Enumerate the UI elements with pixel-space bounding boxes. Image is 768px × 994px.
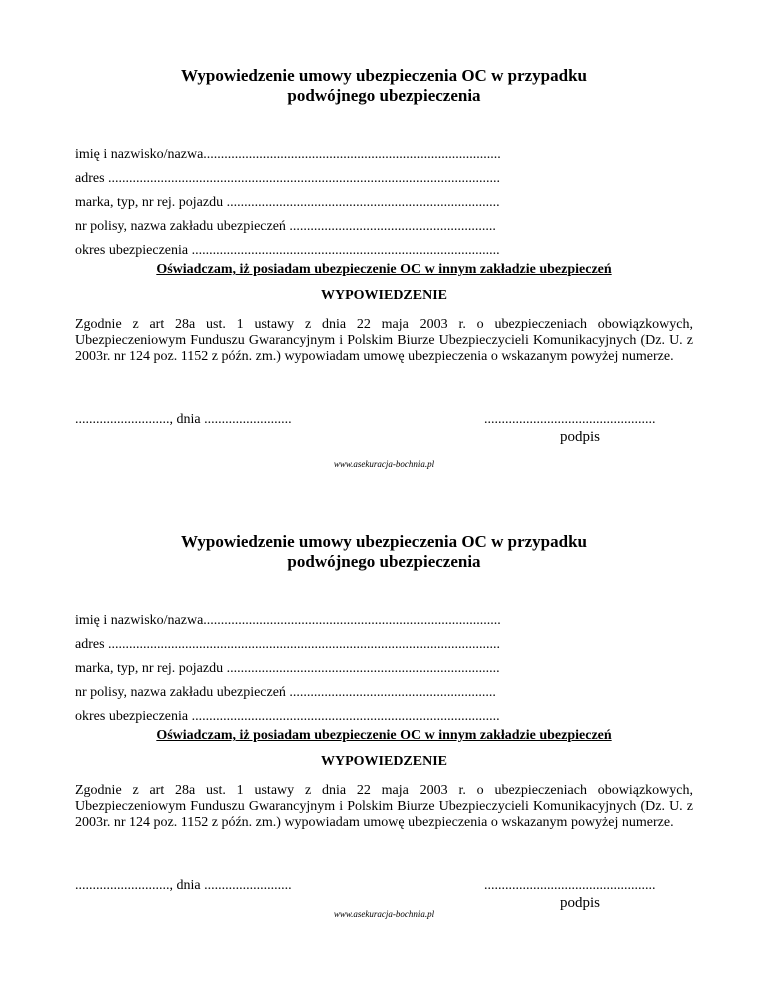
form-title-line-2: podwójnego ubezpieczenia: [287, 86, 481, 105]
period-field: okres ubezpieczenia ........................................................................................: [75, 709, 500, 724]
policy-field: nr polisy, nazwa zakładu ubezpieczeń ...........................................................: [75, 219, 496, 234]
termination-body-text: Zgodnie z art 28a ust. 1 ustawy z dnia 22 maja 2003 r. o ubezpieczeniach obowiązkowych, Ubezpieczeniowym Funduszu Gwarancyjnym i Polskim Biurze Ubezpieczycieli Komunikacyjnych (Dz. U. z 2003r. nr 124 poz. 1152 z późn. zm.) wypowiadam umowę ubezpieczenia o wskazanym powyżej numerze.: [75, 317, 693, 364]
signature-line: .................................................: [484, 412, 656, 427]
statement-text: Oświadczam, iż posiadam ubezpieczenie OC w innym zakładzie ubezpieczeń: [156, 728, 612, 743]
signature-label: podpis: [560, 895, 601, 911]
name-field: imię i nazwisko/nazwa.....................................................................................: [75, 613, 501, 628]
place-date-line: ..........................., dnia .........................: [75, 878, 292, 893]
form-title-line-1: Wypowiedzenie umowy ubezpieczenia OC w przypadku: [181, 532, 587, 551]
address-field: adres ................................................................................................................: [75, 171, 501, 186]
section-heading: WYPOWIEDZENIE: [320, 288, 448, 303]
form-title: [0, 66, 768, 106]
form-title: [0, 532, 768, 572]
form-title-line-1: Wypowiedzenie umowy ubezpieczenia OC w przypadku: [181, 66, 587, 85]
website-footer: www.asekuracja-bochnia.pl: [333, 459, 435, 469]
signature-label: podpis: [560, 429, 601, 445]
form-title-line-2: podwójnego ubezpieczenia: [287, 552, 481, 571]
period-field: okres ubezpieczenia ........................................................................................: [75, 243, 500, 258]
signature-line: .................................................: [484, 878, 656, 893]
vehicle-field: marka, typ, nr rej. pojazdu ..............................................................................: [75, 195, 500, 210]
place-date-line: ..........................., dnia .........................: [75, 412, 292, 427]
statement-text: Oświadczam, iż posiadam ubezpieczenie OC w innym zakładzie ubezpieczeń: [156, 262, 612, 277]
website-footer: www.asekuracja-bochnia.pl: [333, 909, 435, 919]
section-heading: WYPOWIEDZENIE: [320, 754, 448, 769]
termination-form-2: [0, 466, 768, 936]
termination-body-text: Zgodnie z art 28a ust. 1 ustawy z dnia 22 maja 2003 r. o ubezpieczeniach obowiązkowych, Ubezpieczeniowym Funduszu Gwarancyjnym i Polskim Biurze Ubezpieczycieli Komunikacyjnych (Dz. U. z 2003r. nr 124 poz. 1152 z późn. zm.) wypowiadam umowę ubezpieczenia o wskazanym powyżej numerze.: [75, 783, 693, 830]
name-field: imię i nazwisko/nazwa.....................................................................................: [75, 147, 501, 162]
address-field: adres ................................................................................................................: [75, 637, 501, 652]
termination-form-1: [0, 0, 768, 470]
vehicle-field: marka, typ, nr rej. pojazdu ..............................................................................: [75, 661, 500, 676]
policy-field: nr polisy, nazwa zakładu ubezpieczeń ...........................................................: [75, 685, 496, 700]
